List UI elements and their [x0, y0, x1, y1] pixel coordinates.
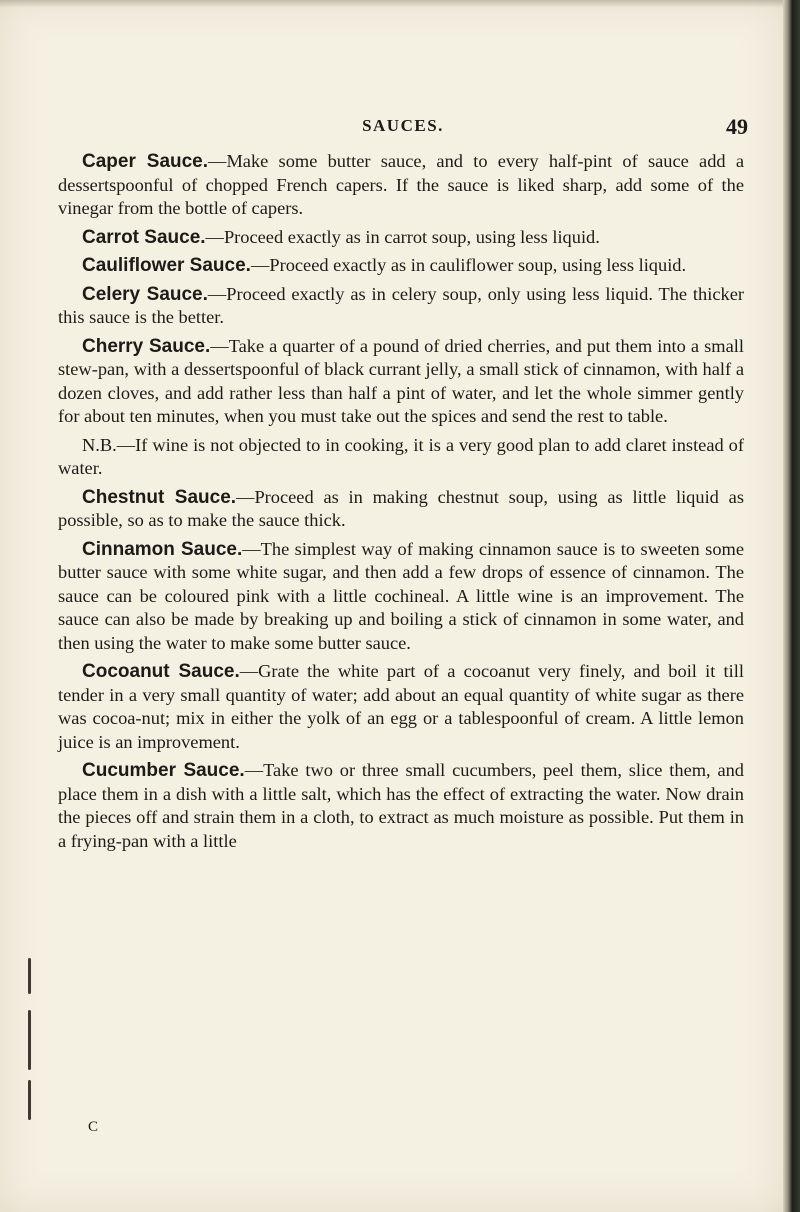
recipe-body: —Proceed exactly as in celery soup, only using less liquid. The thicker this sauce is the better.: [58, 283, 744, 327]
recipe-body: —Proceed exactly as in cauliflower soup, using less liquid.: [250, 255, 687, 275]
recipe-body: —Proceed as in making chestnut soup, using as little liquid as possible, so as to make the sauce thick.: [58, 486, 744, 530]
page-top-shadow: [0, 0, 783, 8]
recipe-heading: Cucumber Sauce.: [82, 760, 245, 781]
paragraph-celery-sauce: [58, 283, 744, 330]
signature-mark: C: [88, 1119, 99, 1135]
page-header: [58, 116, 748, 142]
recipe-body: —Take a quarter of a pound of dried cherries, and put them into a small stew-pan, with a dessertspoonful of black currant jelly, a small stick of cinnamon, with half a dozen cloves, and add rather less than half a pint of water, and let the whole simmer gently for about ten minutes, when you must take out the spices and send the rest to table.: [58, 335, 744, 426]
recipe-heading: Cherry Sauce.: [82, 335, 211, 357]
recipe-heading: Cauliflower Sauce.: [82, 255, 251, 276]
page-number: 49: [726, 114, 748, 139]
binding-mark: [28, 958, 31, 994]
paragraph-carrot-sauce: [58, 226, 744, 250]
recipe-body: —Proceed exactly as in carrot soup, using less liquid.: [205, 226, 600, 247]
recipe-body: N.B.—If wine is not objected to in cooking, it is a very good plan to add claret instead of water.: [58, 434, 744, 478]
recipe-heading: Cinnamon Sauce.: [82, 538, 243, 560]
page-edge: [783, 0, 800, 1212]
binding-mark: [28, 1080, 31, 1120]
recipe-body: —The simplest way of making cinnamon sauce is to sweeten some butter sauce with some white sugar, and then add a few drops of essence of cinnamon. The sauce can be coloured pink with a little cochineal. A little wine is an improvement. The sauce can also be made by breaking up and boiling a stick of cinnamon in some water, and then using the water to make some butter sauce.: [58, 538, 745, 653]
recipe-body: —Make some butter sauce, and to every half-pint of sauce add a dessertspoonful of chopped French capers. If the sauce is liked sharp, add some of the vinegar from the bottle of capers.: [58, 151, 744, 218]
recipe-heading: Caper Sauce.: [82, 151, 209, 172]
paragraph-chestnut-sauce: [58, 486, 744, 533]
paragraph-nota-bene: [58, 434, 744, 481]
paragraph-cauliflower-sauce: [58, 254, 744, 278]
recipe-heading: Cocoanut Sauce.: [82, 661, 240, 682]
recipe-heading: Celery Sauce.: [82, 283, 208, 305]
recipe-heading: Carrot Sauce.: [82, 226, 206, 248]
paragraph-cherry-sauce: [58, 335, 744, 429]
running-head: SAUCES.: [362, 116, 444, 135]
binding-mark: [28, 1010, 31, 1070]
recipe-body: —Grate the white part of a cocoanut very finely, and boil it till tender in a very small quantity of water; add about an equal quantity of white sugar as there was cocoa-nut; mix in either the yolk of an egg or a tablespoonful of cream. A little lemon juice is an improvement.: [58, 661, 744, 752]
recipe-heading: Chestnut Sauce.: [82, 486, 237, 508]
paragraph-cucumber-sauce: [58, 759, 744, 853]
paragraph-cocoanut-sauce: [58, 660, 744, 754]
paragraph-cinnamon-sauce: [58, 538, 744, 656]
paragraph-caper-sauce: [58, 150, 744, 221]
recipe-body: —Take two or three small cucumbers, peel them, slice them, and place them in a dish with a little salt, which has the effect of extracting the water. Now drain the pieces off and strain them in a cloth, to extract as much moisture as possible. Put them in a frying-pan with a little: [58, 760, 745, 851]
recipe-text: [58, 150, 744, 858]
